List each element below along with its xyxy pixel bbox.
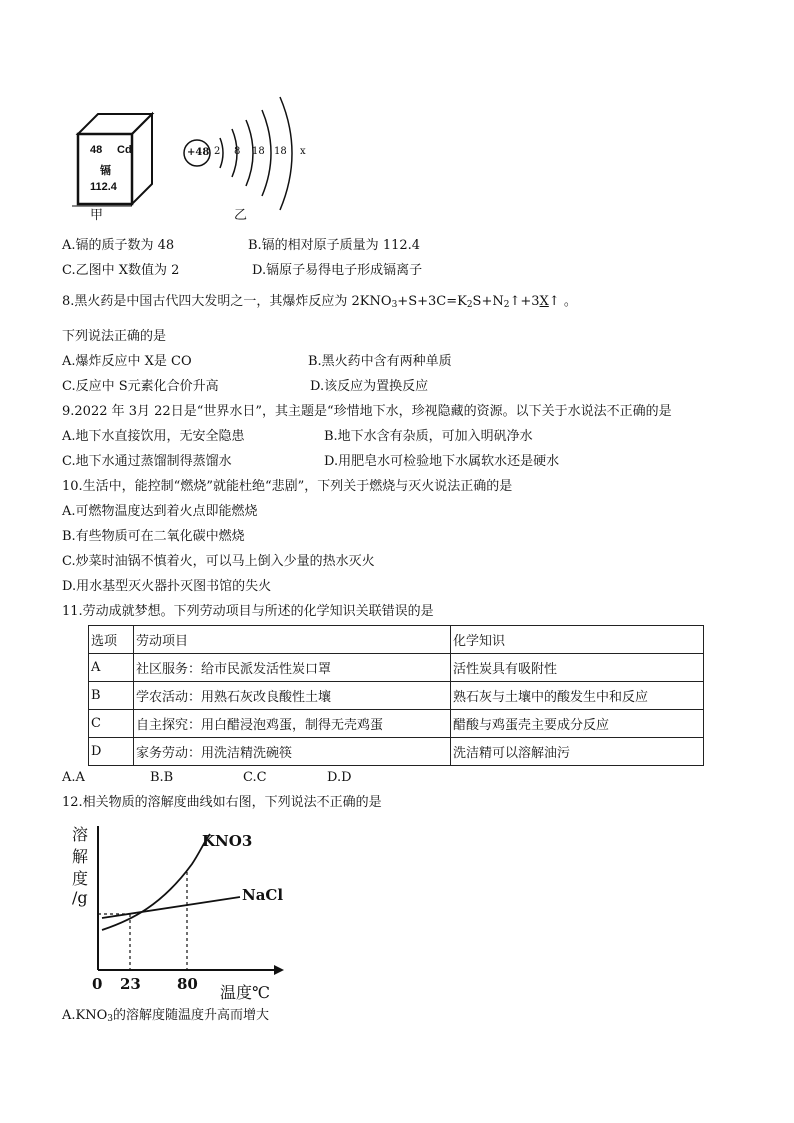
q9-stem: 9.2022 年 3月 22日是“世界水日”，其主题是“珍惜地下水，珍视隐藏的资源。以下关于水说法不正确的是 — [62, 404, 672, 419]
q12-option-a — [62, 1008, 269, 1027]
x-tick-0: 0 — [92, 975, 103, 993]
q8-stem-text-3: S+N — [472, 294, 504, 309]
table-cell: 熟石灰与土壤中的酸发生中和反应 — [451, 682, 704, 710]
q7-option-b: B.镉的相对原子质量为 112.4 — [248, 238, 421, 253]
table-cell: C — [89, 710, 134, 738]
x-tick-80: 80 — [177, 975, 198, 993]
q11-stem: 11.劳动成就梦想。下列劳动项目与所述的化学知识关联错误的是 — [62, 604, 434, 619]
q11-option-d: D.D — [327, 770, 352, 785]
q8-stem-text-4: ↑+3 — [509, 294, 540, 309]
q10-stem: 10.生活中，能控制“燃烧”就能杜绝“悲剧”，下列关于燃烧与灭火说法正确的是 — [62, 479, 513, 494]
x-tick-23: 23 — [120, 975, 141, 993]
q8-sub-3: 2 — [503, 300, 510, 310]
y-label-char-1: 溶 — [72, 825, 89, 844]
q8-stem — [62, 294, 577, 313]
q8-option-a: A.爆炸反应中 X是 CO — [62, 354, 192, 369]
q8-option-b: B.黑火药中含有两种单质 — [308, 354, 452, 369]
q8-stem-text: 8.黑火药是中国古代四大发明之一，其爆炸反应为 2KNO — [62, 294, 392, 309]
table-cell: 活性炭具有吸附性 — [451, 654, 704, 682]
q10-option-d: D.用水基型灭火器扑灭图书馆的失火 — [62, 579, 272, 594]
table-row — [89, 654, 704, 682]
q11-option-b: B.B — [150, 770, 174, 785]
q8-sub-2: 2 — [466, 300, 473, 310]
y-label-char-4: /g — [72, 888, 88, 907]
table-row — [89, 710, 704, 738]
curve-label-nacl: NaCl — [242, 886, 284, 904]
q10-option-c: C.炒菜时油锅不慎着火，可以马上倒入少量的热水灭火 — [62, 554, 375, 569]
q11-option-a: A.A — [62, 770, 85, 785]
y-label-char-2: 解 — [72, 847, 89, 866]
table-cell: 醋酸与鸡蛋壳主要成分反应 — [451, 710, 704, 738]
nucleus-charge: +48 — [187, 147, 210, 158]
table-cell: 洗洁精可以溶解油污 — [451, 738, 704, 766]
q8-stem-text-2: +S+3C=K — [397, 294, 467, 309]
y-label-char-3: 度 — [72, 869, 89, 888]
curve-label-kno3: KNO3 — [202, 832, 253, 850]
x-axis-label: 温度℃ — [220, 983, 270, 1002]
figure-label-jia: 甲 — [90, 208, 104, 223]
table-row — [89, 738, 704, 766]
q9-option-d: D.用肥皂水可检验地下水属软水还是硬水 — [324, 454, 560, 469]
element-name: 镉 — [100, 165, 111, 177]
q11-option-c: C.C — [243, 770, 267, 785]
cadmium-figure-svg — [70, 92, 330, 227]
table-cell: 自主探究：用白醋浸泡鸡蛋，制得无壳鸡蛋 — [134, 710, 451, 738]
q8-stem-text-5: ↑ 。 — [548, 294, 577, 309]
q7-option-d: D.镉原子易得电子形成镉离子 — [252, 263, 423, 278]
q12-option-a-text: A.KNO — [62, 1008, 108, 1023]
figure-label-yi: 乙 — [234, 208, 248, 223]
table-cell: D — [89, 738, 134, 766]
table-cell: 社区服务：给市民派发活性炭口罩 — [134, 654, 451, 682]
q10-option-b: B.有些物质可在二氧化碳中燃烧 — [62, 529, 245, 544]
shell-5: x — [300, 146, 306, 157]
table-header-option: 选项 — [89, 626, 134, 654]
q8-prompt: 下列说法正确的是 — [62, 329, 167, 344]
q8-option-d: D.该反应为置换反应 — [310, 379, 429, 394]
q8-sub-1: 3 — [391, 300, 398, 310]
element-symbol: Cd — [117, 144, 132, 156]
table-header-knowledge: 化学知识 — [451, 626, 704, 654]
q7-option-c: C.乙图中 X数值为 2 — [62, 263, 180, 278]
q8-option-c: C.反应中 S元素化合价升高 — [62, 379, 219, 394]
q12-stem: 12.相关物质的溶解度曲线如右图，下列说法不正确的是 — [62, 795, 382, 810]
table-cell: 家务劳动：用洗洁精洗碗筷 — [134, 738, 451, 766]
shell-3: 18 — [252, 146, 265, 157]
q9-option-b: B.地下水含有杂质，可加入明矾净水 — [324, 429, 533, 444]
table-header-labor: 劳动项目 — [134, 626, 451, 654]
cadmium-figure — [70, 92, 330, 227]
table-cell: A — [89, 654, 134, 682]
q8-unknown-x: X — [539, 294, 549, 309]
table-row — [89, 682, 704, 710]
table-header-row — [89, 626, 704, 654]
atomic-mass: 112.4 — [90, 181, 117, 193]
q9-option-a: A.地下水直接饮用，无安全隐患 — [62, 429, 245, 444]
q12-option-a-sub: 3 — [107, 1014, 113, 1024]
solubility-graph-svg — [62, 820, 302, 1000]
shell-4: 18 — [274, 146, 287, 157]
q7-option-a: A.镉的质子数为 48 — [62, 238, 175, 253]
q11-table — [88, 625, 704, 766]
solubility-graph — [62, 820, 302, 1000]
shell-2: 8 — [234, 146, 241, 157]
q9-option-c: C.地下水通过蒸馏制得蒸馏水 — [62, 454, 232, 469]
table-cell: B — [89, 682, 134, 710]
element-number: 48 — [90, 144, 103, 156]
table-cell: 学农活动：用熟石灰改良酸性土壤 — [134, 682, 451, 710]
shell-1: 2 — [214, 146, 221, 157]
q10-option-a: A.可燃物温度达到着火点即能燃烧 — [62, 504, 258, 519]
q12-option-a-text-2: 的溶解度随温度升高而增大 — [113, 1008, 270, 1023]
